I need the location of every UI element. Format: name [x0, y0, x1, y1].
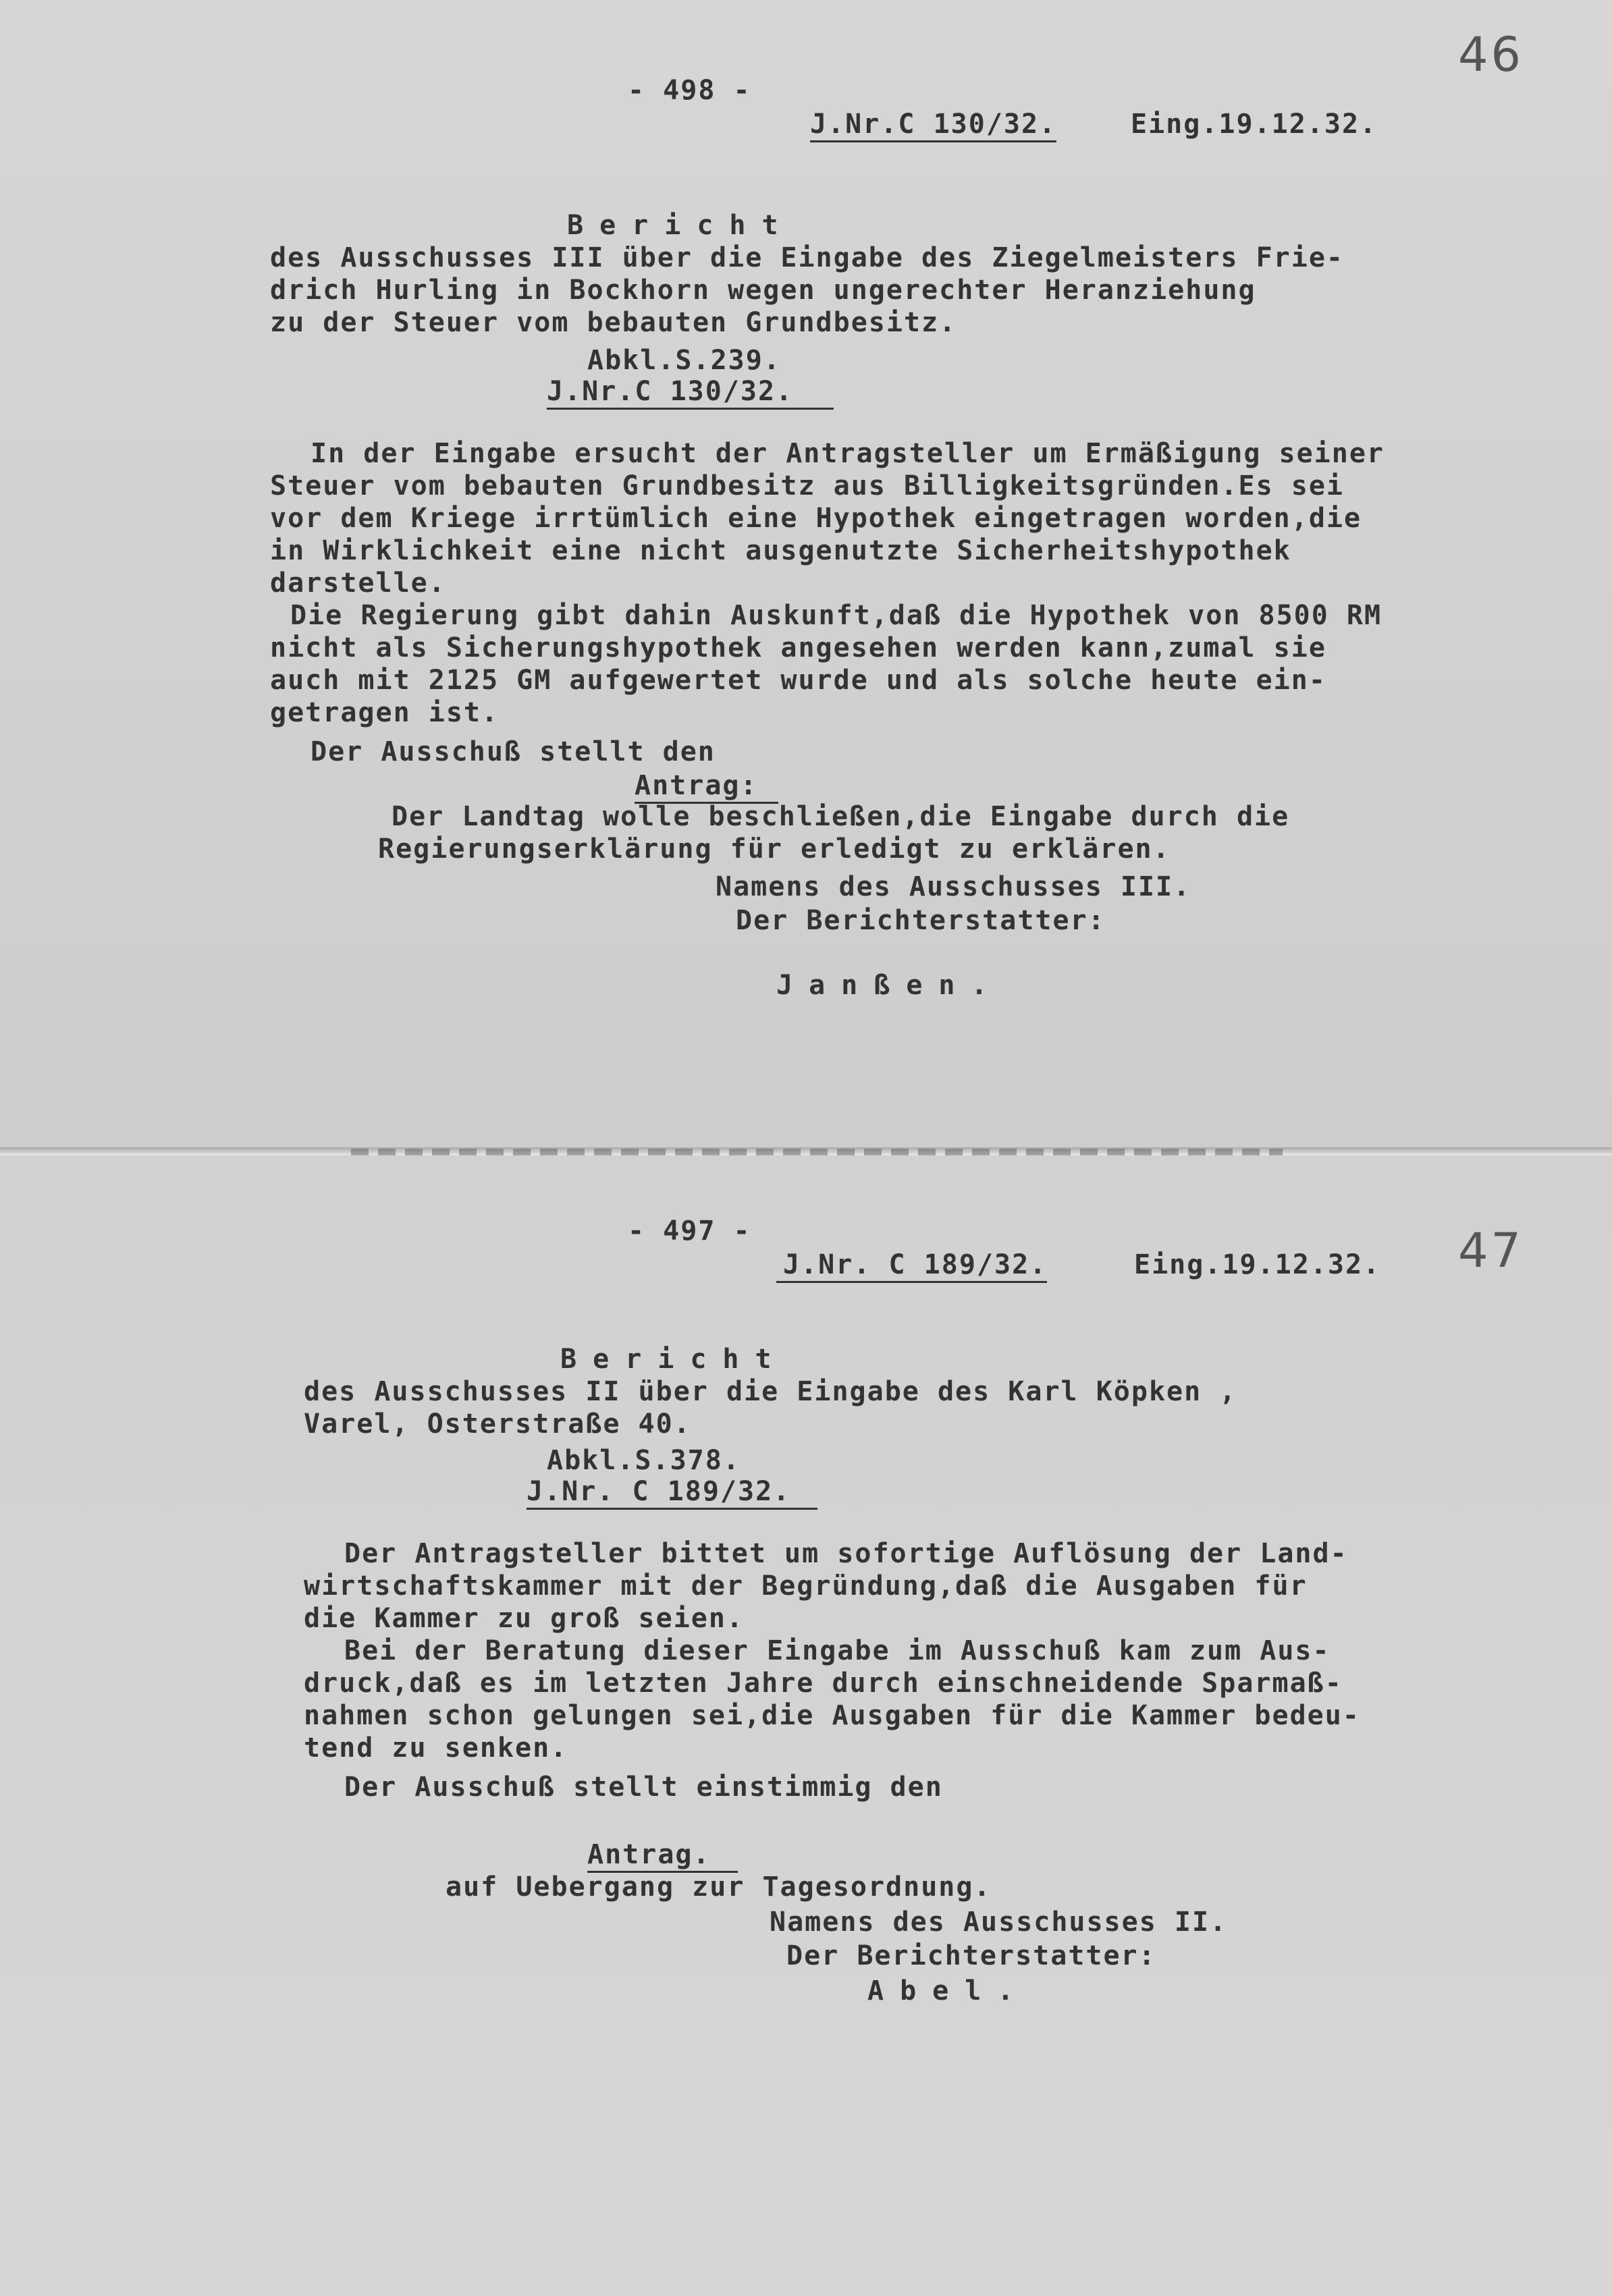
journal-reference-2: J.Nr. C 189/32.	[527, 1475, 817, 1510]
motion-heading: Antrag.	[587, 1838, 738, 1873]
motion-line: Der Landtag wolle beschließen,die Eingabe durch die	[392, 801, 1290, 832]
body-line: getragen ist.	[270, 697, 500, 728]
reporter-name: Janßen.	[776, 970, 1004, 1001]
abkl-reference: Abkl.S.239.	[587, 345, 781, 376]
body-line: nahmen schon gelungen sei,die Ausgaben für die Kammer bedeu-	[304, 1700, 1360, 1731]
body-line: Die Regierung gibt dahin Auskunft,daß die Hypothek von 8500 RM	[290, 600, 1382, 631]
subject-line-1: des Ausschusses II über die Eingabe des Karl Köpken ,	[304, 1376, 1237, 1407]
page-number: - 497 -	[628, 1215, 751, 1247]
subject-line-2: drich Hurling in Bockhorn wegen ungerechter Heranziehung	[270, 275, 1256, 306]
reporter-label: Der Berichterstatter:	[786, 1940, 1156, 1971]
page-stamp-number: 47	[1458, 1223, 1524, 1278]
page-stamp-number: 46	[1458, 27, 1524, 82]
body-line: nicht als Sicherungshypothek angesehen werden kann,zumal sie	[270, 632, 1326, 663]
body-line: Der Ausschuß stellt einstimmig den	[344, 1772, 943, 1803]
body-line: die Kammer zu groß seien.	[304, 1603, 745, 1634]
motion-line: auf Uebergang zur Tagesordnung.	[446, 1871, 992, 1903]
abkl-reference: Abkl.S.378.	[547, 1445, 741, 1476]
body-line: darstelle.	[270, 568, 446, 599]
committee-signature: Namens des Ausschusses II.	[770, 1907, 1228, 1938]
body-line: vor dem Kriege irrtümlich eine Hypothek eingetragen worden,die	[270, 503, 1362, 534]
subject-line-1: des Ausschusses III über die Eingabe des Ziegelmeisters Frie-	[270, 242, 1345, 273]
motion-line: Regierungserklärung für erledigt zu erklären.	[378, 833, 1171, 865]
body-line: in Wirklichkeit eine nicht ausgenutzte Sicherheitshypothek	[270, 535, 1291, 566]
subject-line-3: zu der Steuer vom bebauten Grundbesitz.	[270, 307, 957, 338]
body-line: Bei der Beratung dieser Eingabe im Ausschuß kam zum Aus-	[344, 1635, 1331, 1666]
journal-reference: J.Nr. C 189/32.	[776, 1249, 1047, 1283]
body-line: Der Antragsteller bittet um sofortige Auflösung der Land-	[344, 1538, 1348, 1569]
received-date: Eing.19.12.32.	[1134, 1249, 1381, 1280]
body-line: auch mit 2125 GM aufgewertet wurde und als solche heute ein-	[270, 665, 1326, 696]
journal-reference: J.Nr.C 130/32.	[810, 108, 1056, 142]
body-line: In der Eingabe ersucht der Antragsteller um Ermäßigung seiner	[311, 438, 1385, 469]
document-page-top	[0, 0, 1612, 1147]
body-line: Steuer vom bebauten Grundbesitz aus Billigkeitsgründen.Es sei	[270, 470, 1345, 501]
bleed-through-text	[351, 1149, 1283, 1155]
body-line: tend zu senken.	[304, 1732, 568, 1764]
body-line: wirtschaftskammer mit der Begründung,daß die Ausgaben für	[304, 1570, 1308, 1602]
received-date: Eing.19.12.32.	[1131, 109, 1378, 140]
report-title: Bericht	[567, 210, 795, 241]
body-line: druck,daß es im letzten Jahre durch einschneidende Sparmaß-	[304, 1668, 1343, 1699]
document-page-bottom	[0, 1155, 1612, 2296]
reporter-label: Der Berichterstatter:	[736, 905, 1106, 936]
motion-heading: Antrag:	[635, 769, 778, 804]
journal-reference-2: J.Nr.C 130/32.	[547, 375, 834, 410]
subject-line-2: Varel, Osterstraße 40.	[304, 1409, 691, 1440]
reporter-name: Abel.	[867, 1975, 1030, 2006]
body-line: Der Ausschuß stellt den	[311, 736, 716, 767]
committee-signature: Namens des Ausschusses III.	[716, 871, 1191, 902]
report-title: Bericht	[560, 1344, 788, 1375]
page-number: - 498 -	[628, 75, 751, 106]
